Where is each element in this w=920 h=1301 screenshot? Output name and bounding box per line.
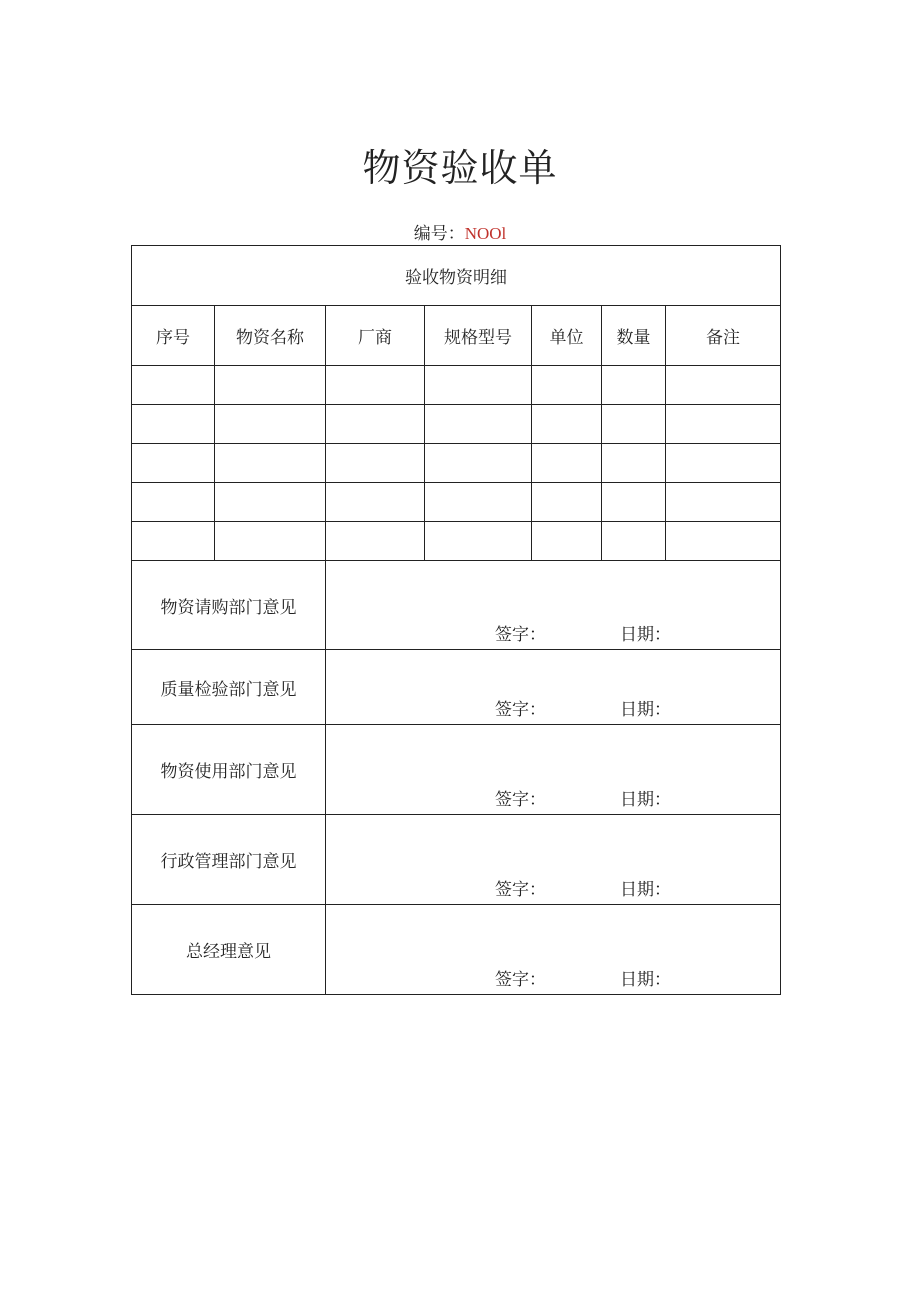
table-cell[interactable]: [602, 483, 666, 522]
table-cell[interactable]: [532, 405, 602, 444]
opinion-row-general-manager: [132, 905, 781, 995]
opinion-area[interactable]: [326, 725, 781, 815]
table-cell[interactable]: [132, 522, 215, 561]
table-cell[interactable]: [602, 366, 666, 405]
opinion-label: 行政管理部门意见: [132, 815, 326, 905]
opinion-label: 质量检验部门意见: [132, 650, 326, 725]
opinion-label: 物资请购部门意见: [132, 561, 326, 650]
table-cell[interactable]: [215, 444, 326, 483]
table-cell[interactable]: [132, 405, 215, 444]
table-cell[interactable]: [425, 405, 532, 444]
table-cell[interactable]: [532, 483, 602, 522]
column-header: 备注: [666, 306, 781, 366]
opinion-area[interactable]: [326, 561, 781, 650]
column-header: 单位: [532, 306, 602, 366]
date-label: 日期：: [620, 700, 671, 720]
table-row: [132, 405, 781, 444]
table-cell[interactable]: [666, 483, 781, 522]
table-cell[interactable]: [532, 366, 602, 405]
opinion-row-purchasing: [132, 561, 781, 650]
table-cell[interactable]: [132, 444, 215, 483]
opinion-label: 物资使用部门意见: [132, 725, 326, 815]
table-cell[interactable]: [666, 366, 781, 405]
serial-value: NOOl: [464, 224, 507, 243]
detail-section-title: 验收物资明细: [132, 246, 781, 306]
table-cell[interactable]: [215, 522, 326, 561]
table-cell[interactable]: [425, 483, 532, 522]
acceptance-form-table: [131, 245, 781, 995]
opinion-row-usage: [132, 725, 781, 815]
signature-label: 签字：: [495, 970, 546, 990]
serial-number: [0, 222, 920, 246]
table-cell[interactable]: [326, 405, 425, 444]
serial-label: 编号：: [413, 224, 465, 244]
table-cell[interactable]: [532, 522, 602, 561]
table-cell[interactable]: [602, 522, 666, 561]
table-cell[interactable]: [215, 483, 326, 522]
opinion-row-admin: [132, 815, 781, 905]
table-cell[interactable]: [602, 405, 666, 444]
opinion-area[interactable]: [326, 815, 781, 905]
table-row: [132, 522, 781, 561]
opinion-row-quality: [132, 650, 781, 725]
table-row: [132, 483, 781, 522]
table-cell[interactable]: [602, 444, 666, 483]
signature-label: 签字：: [495, 880, 546, 900]
column-header-row: [132, 306, 781, 366]
column-header: 序号: [132, 306, 215, 366]
table-cell[interactable]: [215, 405, 326, 444]
date-label: 日期：: [620, 880, 671, 900]
column-header: 厂商: [326, 306, 425, 366]
table-cell[interactable]: [425, 444, 532, 483]
table-cell[interactable]: [425, 522, 532, 561]
table-cell[interactable]: [666, 522, 781, 561]
table-cell[interactable]: [132, 366, 215, 405]
signature-label: 签字：: [495, 790, 546, 810]
opinion-label: 总经理意见: [132, 905, 326, 995]
table-row: [132, 444, 781, 483]
detail-section-header: [132, 246, 781, 306]
table-cell[interactable]: [326, 483, 425, 522]
date-label: 日期：: [620, 790, 671, 810]
column-header: 数量: [602, 306, 666, 366]
table-cell[interactable]: [425, 366, 532, 405]
table-cell[interactable]: [532, 444, 602, 483]
column-header: 规格型号: [425, 306, 532, 366]
opinion-area[interactable]: [326, 905, 781, 995]
table-cell[interactable]: [666, 444, 781, 483]
column-header: 物资名称: [215, 306, 326, 366]
table-cell[interactable]: [215, 366, 326, 405]
table-cell[interactable]: [326, 522, 425, 561]
signature-label: 签字：: [495, 625, 546, 645]
date-label: 日期：: [620, 625, 671, 645]
signature-label: 签字：: [495, 700, 546, 720]
table-cell[interactable]: [326, 366, 425, 405]
table-cell[interactable]: [326, 444, 425, 483]
document-title: 物资验收单: [362, 146, 558, 190]
table-cell[interactable]: [666, 405, 781, 444]
table-cell[interactable]: [132, 483, 215, 522]
date-label: 日期：: [620, 970, 671, 990]
table-row: [132, 366, 781, 405]
opinion-area[interactable]: [326, 650, 781, 725]
